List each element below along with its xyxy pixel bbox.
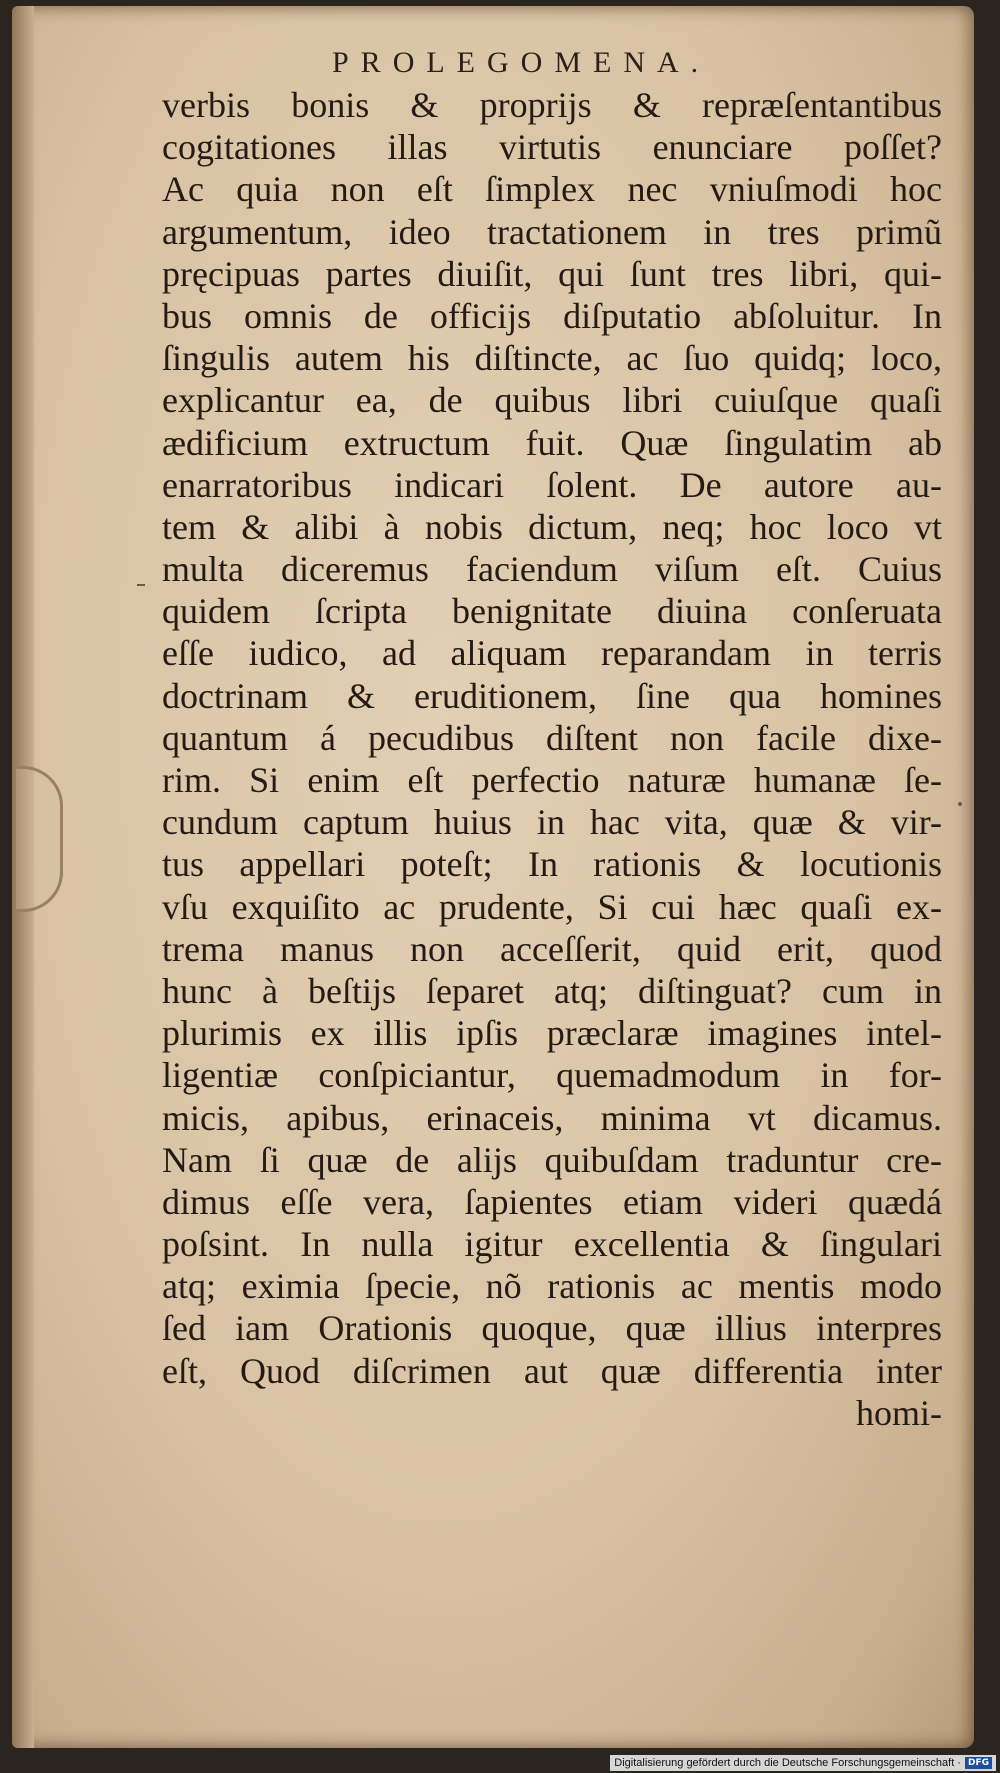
text-line: quantum á pecudibus diſtent non facile dixe- (162, 717, 942, 758)
text-line: poſsint. In nulla igitur excellentia & ſingulari (162, 1224, 942, 1265)
text-line: bus omnis de officijs diſputatio abſoluitur. In (162, 295, 942, 336)
text-line: vſu exquiſito ac prudente, Si cui hæc quaſi ex- (162, 886, 942, 927)
text-line: tem & alibi à nobis dictum, neq; hoc loco vt (162, 506, 942, 547)
text-line: homi- (856, 1392, 942, 1433)
running-head: PROLEGOMENA. (332, 46, 711, 79)
text-line: verbis bonis & proprijs & repræſentantibus (162, 85, 942, 125)
text-line: multa diceremus faciendum viſum eſt. Cuius (162, 549, 942, 590)
text-line: cundum captum huius in hac vita, quæ & vir- (162, 802, 942, 843)
text-line: ſingulis autem his diſtincte, ac ſuo quidq; loco, (162, 338, 942, 379)
text-line: rim. Si enim eſt perfectio naturæ humanæ ſe- (162, 760, 942, 800)
text-line: plurimis ex illis ipſis præclaræ imagines intel- (162, 1013, 942, 1054)
page-clasp-mark (16, 766, 63, 912)
digitization-footer (610, 1755, 996, 1771)
text-line: ædificium extructum fuit. Quæ ſingulatim ab (162, 422, 942, 463)
margin-dot (958, 802, 962, 806)
text-line: eſſe iudico, ad aliquam reparandam in terris (162, 633, 942, 674)
text-line: quidem ſcripta benignitate diuina conſeruata (162, 591, 942, 632)
text-line: atq; eximia ſpecie, nõ rationis ac mentis modo (162, 1266, 942, 1307)
margin-mark (137, 584, 145, 586)
text-line: Nam ſi quæ de alijs quibuſdam traduntur cre- (162, 1139, 942, 1180)
body-text (162, 84, 942, 1434)
text-line: ſed iam Orationis quoque, quæ illius interpres (162, 1308, 942, 1349)
text-line: micis, apibus, erinaceis, minima vt dicamus. (162, 1097, 942, 1138)
text-line: dimus eſſe vera, ſapientes etiam videri quædá (162, 1181, 942, 1222)
text-line: tus appellari poteſt; In rationis & locutionis (162, 844, 942, 885)
text-line: enarratoribus indicari ſolent. De autore au- (162, 464, 942, 505)
footer-credit: Digitalisierung gefördert durch die Deutsche Forschungsgemeinschaft · (614, 1757, 961, 1769)
text-line: eſt, Quod diſcrimen aut quæ differentia inter (162, 1350, 942, 1391)
text-line: ligentiæ conſpiciantur, quemadmodum in for- (162, 1055, 942, 1096)
text-line: trema manus non acceſſerit, quid erit, quod (162, 928, 942, 969)
text-line: Ac quia non eſt ſimplex nec vniuſmodi hoc (162, 169, 942, 210)
book-page (12, 6, 974, 1748)
text-line: pręcipuas partes diuiſit, qui ſunt tres libri, qui- (162, 253, 942, 294)
text-line: argumentum, ideo tractationem in tres primũ (162, 211, 942, 252)
text-line: hunc à beſtijs ſeparet atq; diſtinguat? cum in (162, 970, 942, 1011)
text-line: doctrinam & eruditionem, ſine qua homines (162, 675, 942, 716)
dfg-logo: DFG (965, 1757, 992, 1769)
text-line: cogitationes illas virtutis enunciare poſſet? (162, 127, 942, 168)
text-line: explicantur ea, de quibus libri cuiuſque quaſi (162, 380, 942, 421)
